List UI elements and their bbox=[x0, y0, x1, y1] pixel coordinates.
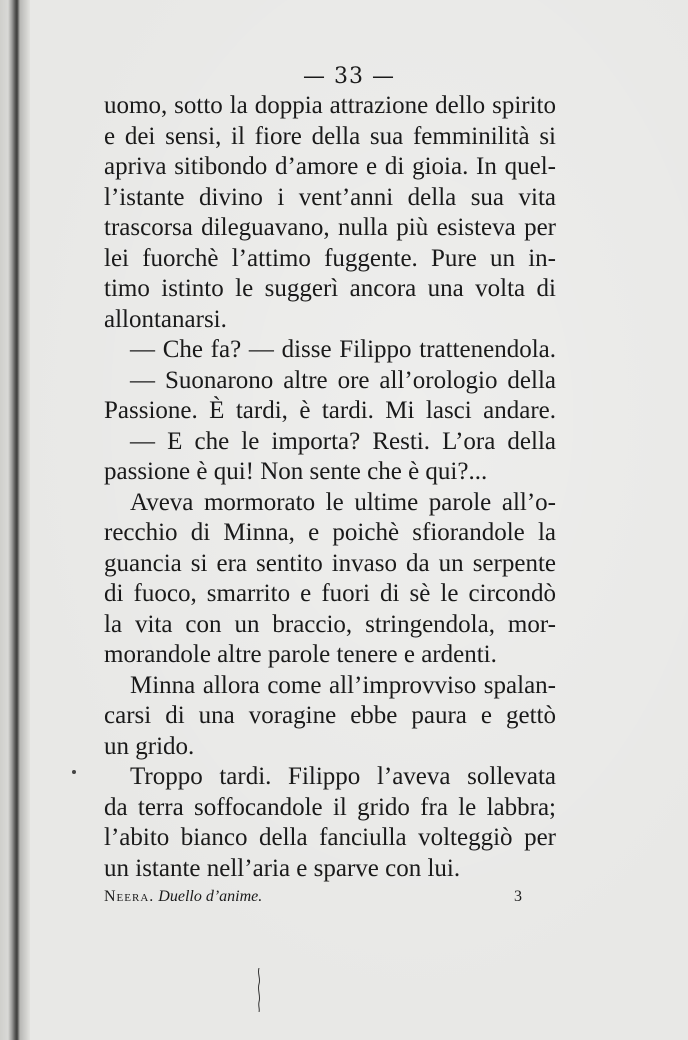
text-line: morandole altre parole tenere e ardenti. bbox=[104, 641, 497, 668]
text-line: guancia si era sentito invaso da un serpente bbox=[104, 549, 556, 577]
text-line: uomo, sotto la doppia attrazione dello spirito bbox=[104, 92, 556, 119]
text-line: — Suonarono altre ore all’orologio della bbox=[130, 366, 556, 394]
text-line: di fuoco, smarrito e fuori di sè le circondò bbox=[104, 580, 556, 607]
text-line: Aveva mormorato le ultime parole all’o- bbox=[130, 488, 556, 516]
body-text bbox=[104, 91, 556, 884]
text-line: carsi di una voragine ebbe paura e gettò bbox=[104, 702, 556, 729]
binding-thread-mark bbox=[256, 968, 262, 1012]
text-line: Minna allora come all’improvviso spalan- bbox=[130, 671, 556, 699]
text-line: l’abito bianco della fanciulla volteggiò per bbox=[104, 824, 556, 851]
page-binding-edge bbox=[0, 0, 30, 1040]
text-line: — E che le importa? Resti. L’ora della bbox=[130, 427, 556, 455]
text-line: un grido. bbox=[104, 732, 195, 760]
text-line: un istante nell’aria e sparve con lui. bbox=[104, 854, 461, 882]
footer-work-title: Duello d’anime. bbox=[158, 888, 263, 905]
text-line: Troppo tardi. Filippo l’aveva sollevata bbox=[130, 763, 556, 790]
footer-signature-mark: 3 bbox=[514, 888, 522, 905]
text-line: l’istante divino i vent’anni della sua vita bbox=[104, 183, 556, 211]
text-line: da terra soffocandole il grido fra le labbra; bbox=[104, 793, 556, 821]
footer-author: Neera. bbox=[104, 888, 155, 905]
text-line: la vita con un braccio, stringendola, mor- bbox=[104, 610, 556, 638]
text-line: lei fuorchè l’attimo fuggente. Pure un in- bbox=[104, 244, 556, 272]
text-line: recchio di Minna, e poichè sfiorandole la bbox=[104, 519, 556, 546]
text-line: allontanarsi. bbox=[104, 305, 227, 333]
page-number: — 33 — bbox=[303, 64, 395, 89]
text-line: timo istinto le suggerì ancora una volta di bbox=[104, 275, 556, 302]
text-line: trascorsa dileguavano, nulla più esisteva per bbox=[104, 214, 556, 241]
page-footer bbox=[104, 888, 522, 906]
text-line: Passione. È tardi, è tardi. Mi lasci andare. bbox=[104, 397, 556, 424]
text-line: — Che fa? — disse Filippo trattenendola. bbox=[130, 336, 556, 363]
stray-ink-dot bbox=[72, 770, 76, 774]
text-line: passione è qui! Non sente che è qui?... bbox=[104, 458, 488, 485]
text-line: apriva sitibondo d’amore e di gioia. In quel- bbox=[104, 153, 556, 180]
footer-citation bbox=[104, 888, 262, 906]
text-line: e dei sensi, il fiore della sua femminilità si bbox=[104, 122, 556, 150]
